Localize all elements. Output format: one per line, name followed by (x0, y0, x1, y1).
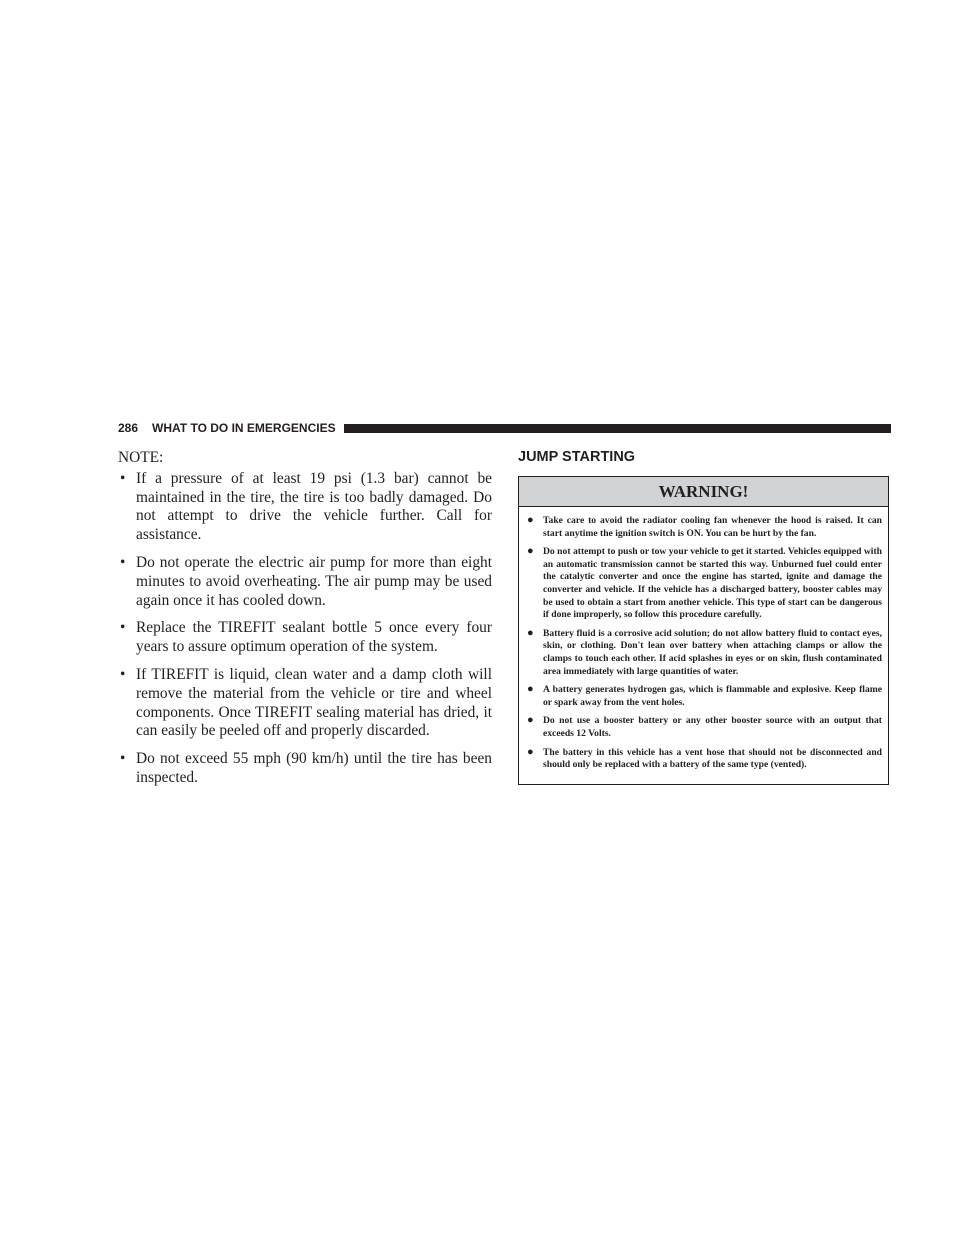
bullet-icon: ● (527, 626, 534, 639)
header-rule (344, 424, 891, 433)
warning-item (525, 515, 882, 540)
warning-item-text: Do not attempt to push or tow your vehicle to get it started. Vehicles equipped with an automatic transmission cannot be started this way. Unburned fuel could enter the catalytic converter and once the engine has started, ignite and damage the converter and vehicle. If the vehicle has a discharged battery, booster cables may be used to obtain a start from another vehicle. This type of start can be dangerous if done improperly, so follow this procedure carefully. (543, 546, 882, 621)
jump-starting-section (518, 447, 892, 785)
warning-item (525, 684, 882, 709)
page-header (118, 419, 891, 437)
note-section (118, 449, 492, 797)
note-item-text: Do not operate the electric air pump for more than eight minutes to avoid overheating. The air pump may be used again once it has cooled down. (136, 553, 492, 609)
bullet-icon: • (120, 553, 126, 571)
note-item-text: If a pressure of at least 19 psi (1.3 bar) cannot be maintained in the tire, the tire is too badly damaged. Do not attempt to drive the vehicle further. Call for assistance. (136, 469, 492, 544)
note-list (118, 470, 492, 788)
warning-item-text: Battery fluid is a corrosive acid solution; do not allow battery fluid to contact eyes, skin, or clothing. Don't lean over battery when attaching clamps or allow the clamps to touch each other. If acid splashes in eyes or on skin, flush contaminated area immediately with large quantities of water. (543, 627, 882, 677)
warning-list (519, 507, 888, 784)
warning-item-text: The battery in this vehicle has a vent hose that should not be disconnected and should only be replaced with a battery of the same type (vented). (543, 746, 882, 771)
note-item (118, 619, 492, 657)
bullet-icon: • (120, 750, 126, 768)
bullet-icon: ● (527, 714, 534, 727)
note-heading: NOTE: (118, 449, 164, 466)
warning-item (525, 628, 882, 678)
warning-item-text: A battery generates hydrogen gas, which is flammable and explosive. Keep flame or spark away from the vent holes. (543, 684, 882, 708)
bullet-icon: ● (527, 545, 534, 558)
bullet-icon: • (120, 469, 126, 487)
section-name: WHAT TO DO IN EMERGENCIES (152, 421, 336, 435)
note-item-text: If TIREFIT is liquid, clean water and a damp cloth will remove the material from the vehicle or tire and wheel components. Once TIREFIT sealing material has dried, it can easily be peeled off and properly discarded. (136, 665, 492, 740)
page-number: 286 (118, 421, 139, 435)
note-item (118, 470, 492, 545)
section-title: JUMP STARTING (518, 449, 636, 465)
warning-box (518, 476, 889, 785)
warning-item-text: Take care to avoid the radiator cooling fan whenever the hood is raised. It can start anytime the ignition switch is ON. You can be hurt by the fan. (543, 515, 882, 539)
bullet-icon: ● (527, 514, 534, 526)
note-item (118, 554, 492, 610)
bullet-icon: • (120, 665, 126, 683)
note-item-text: Do not exceed 55 mph (90 km/h) until the tire has been inspected. (136, 750, 492, 786)
warning-item (525, 747, 882, 772)
note-item-text: Replace the TIREFIT sealant bottle 5 once every four years to assure optimum operation of the system. (136, 619, 492, 656)
bullet-icon: ● (527, 745, 534, 758)
warning-item (525, 546, 882, 622)
warning-item (525, 715, 882, 740)
note-item (118, 666, 492, 741)
bullet-icon: • (120, 619, 126, 637)
note-item (118, 750, 492, 788)
bullet-icon: ● (527, 683, 534, 696)
warning-item-text: Do not use a booster battery or any other booster source with an output that exceeds 12 Volts. (543, 715, 882, 739)
warning-title: WARNING! (519, 477, 888, 507)
